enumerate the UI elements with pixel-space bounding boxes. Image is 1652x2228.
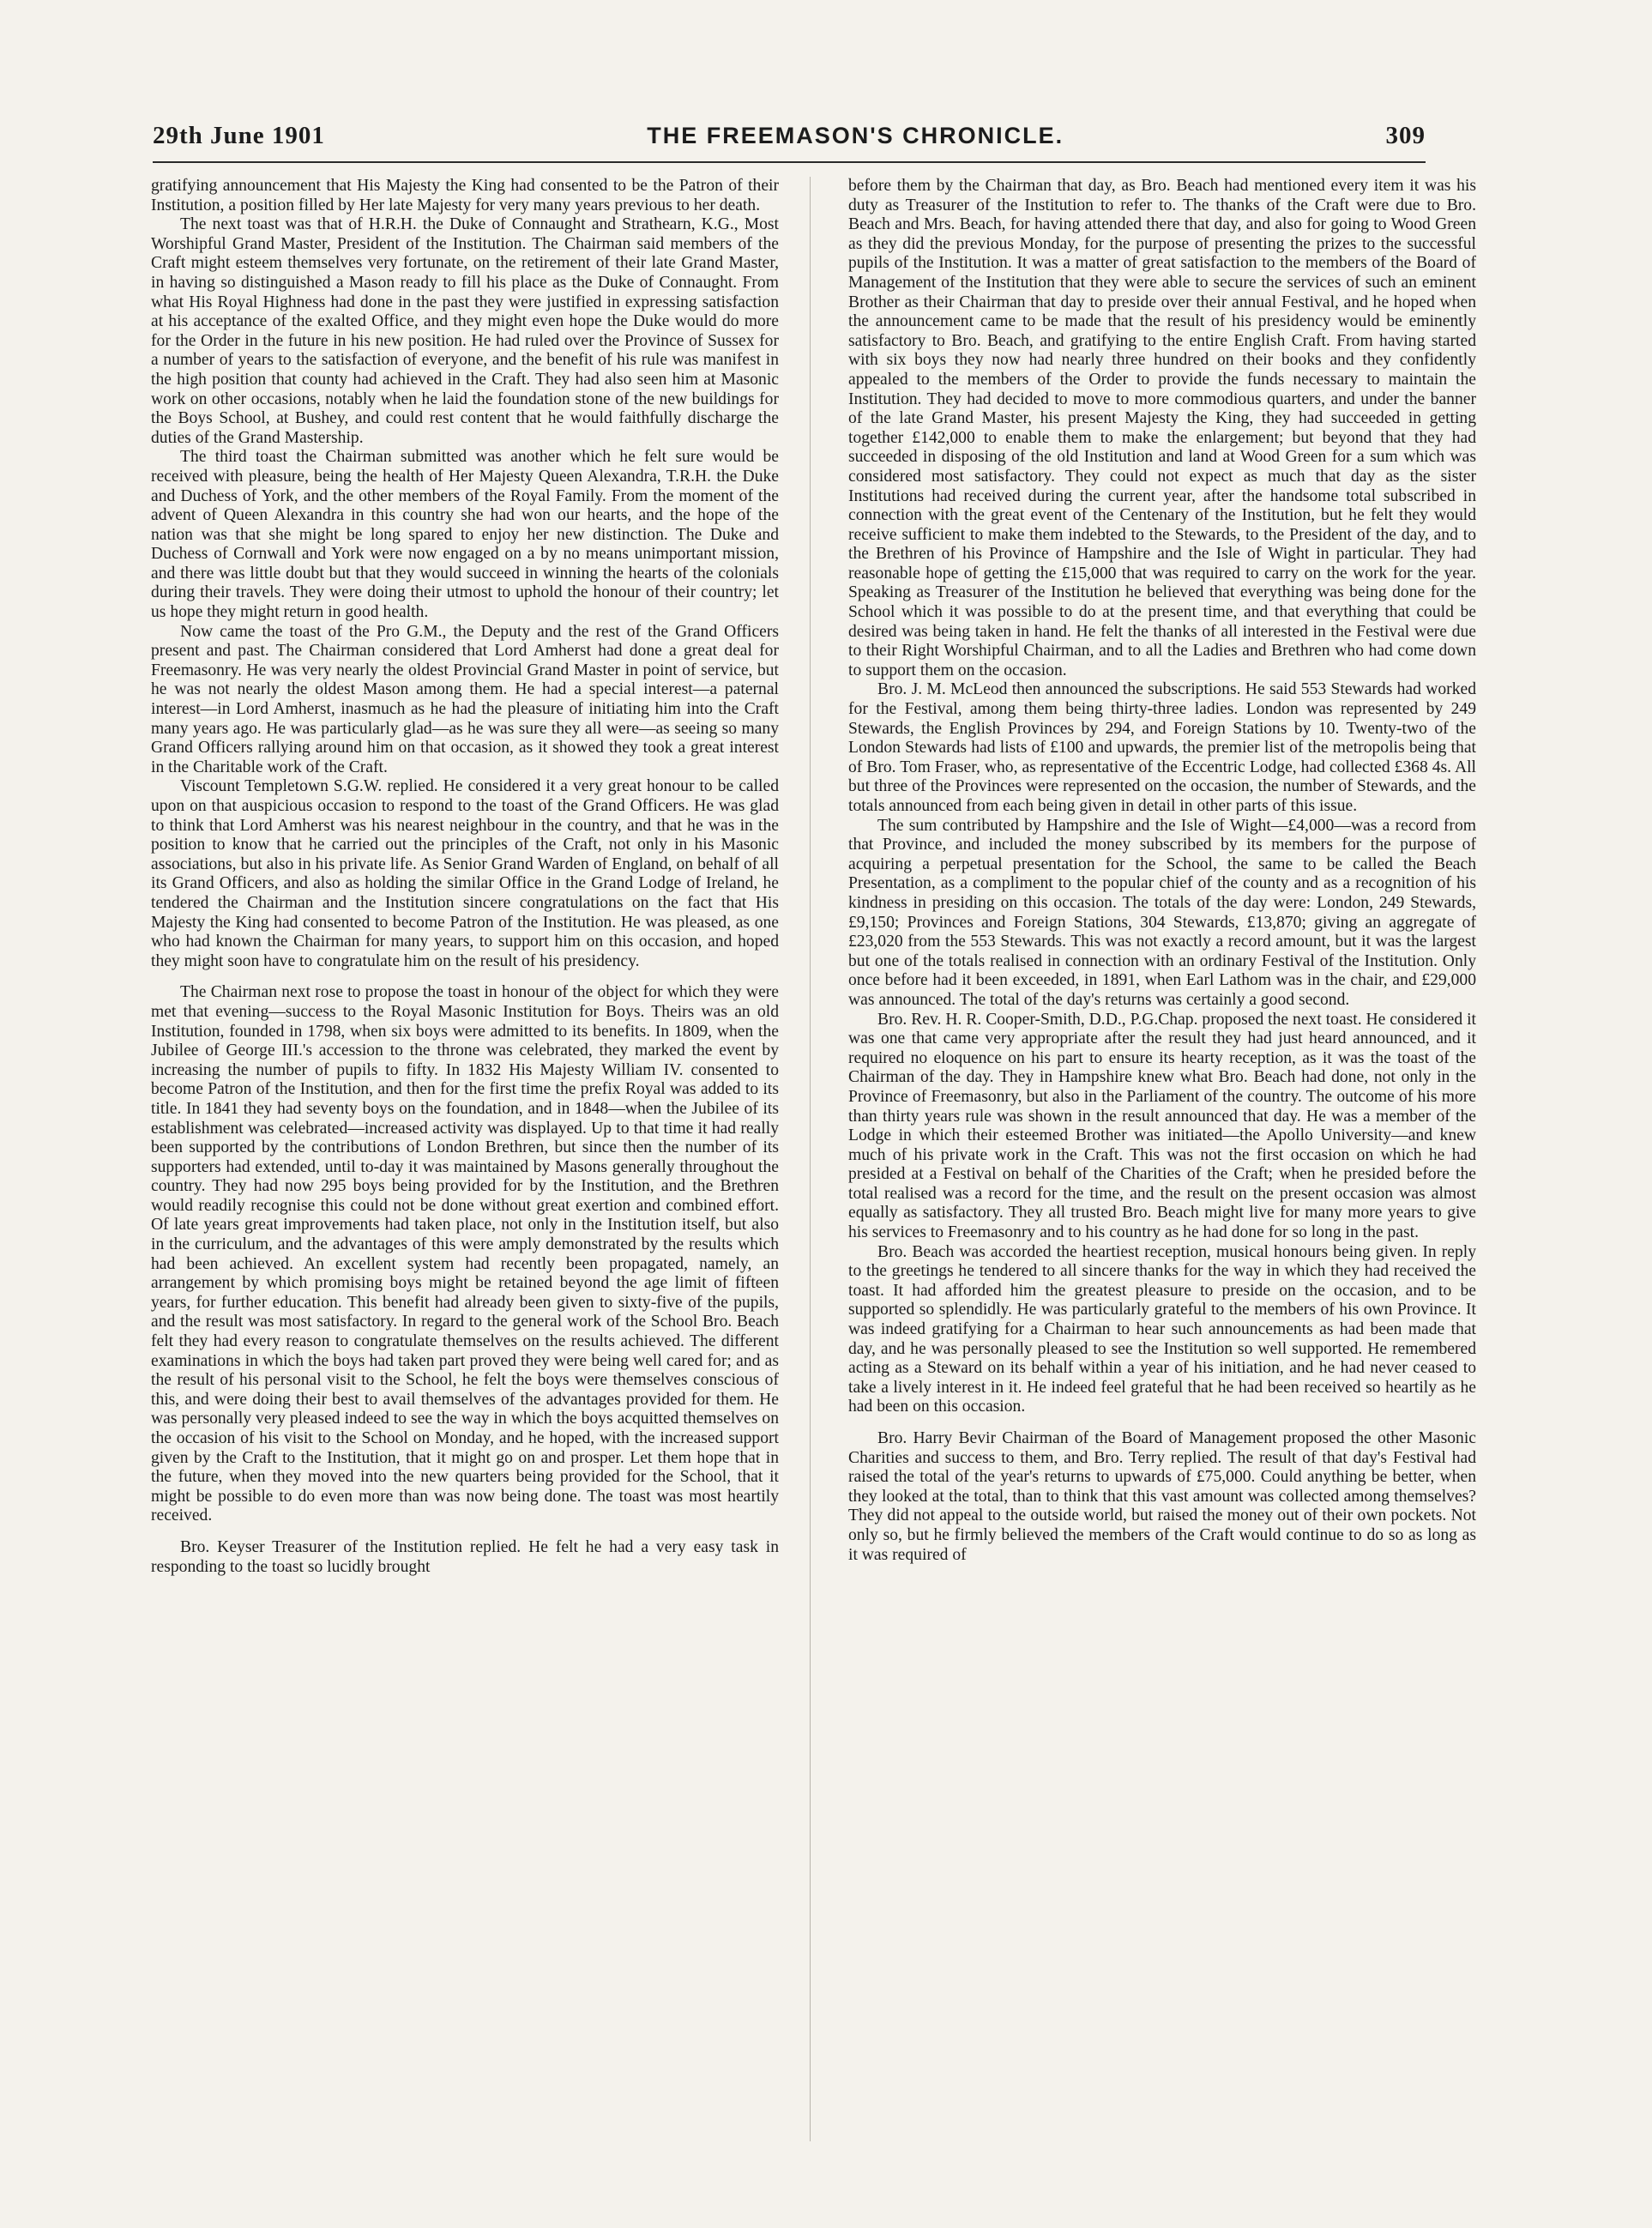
article-paragraph: Bro. Harry Bevir Chairman of the Board of Management proposed the other Masonic Charities and success to them, and Bro. Terry replied. The result of that day's Festival had raised the total of the year's returns to upwards of £75,000. Could anything be better, when they looked at the total, than to think that this vast amount was collected among themselves? They did not appeal to the outside world, but raised the money out of their own pockets. Not only so, but he firmly believed the members of the Craft would continue to do so as long as it was required of [848, 1429, 1476, 1564]
right-column [848, 177, 1476, 2141]
article-paragraph: The sum contributed by Hampshire and the Isle of Wight—£4,000—was a record from that Province, and included the money subscribed by its members for the purpose of acquiring a perpetual presentation for the School, the same to be called the Beach Presentation, as a compliment to the popular chief of the county and as a recognition of his kindness in presiding on this occasion. The totals of the day were: London, 249 Stewards, £9,150; Provinces and Foreign Stations, 304 Stewards, £13,870; giving an aggregate of £23,020 from the 553 Stewards. This was not exactly a record amount, but it was the largest but one of the totals realised in connection with an ordinary Festival of the Institution. Only once before had it been exceeded, in 1891, when Earl Lathom was in the chair, and £29,000 was announced. The total of the day's returns was certainly a good second. [848, 816, 1476, 1009]
page-number: 309 [1385, 122, 1426, 149]
article-paragraph: Now came the toast of the Pro G.M., the Deputy and the rest of the Grand Officers present and past. The Chairman considered that Lord Amherst had done a great deal for Freemasonry. He was very nearly the oldest Provincial Grand Master in point of service, but he was not nearly the oldest Mason among them. He had a special interest—a paternal interest—in Lord Amherst, inasmuch as he had the pleasure of initiating him into the Craft many years ago. He was particularly glad—as he was sure they all were—as seeing so many Grand Officers rallying around him on that occasion, as it showed they took a great interest in the Charitable work of the Craft. [151, 622, 779, 776]
article-paragraph: The Chairman next rose to propose the toast in honour of the object for which they were met that evening—success to the Royal Masonic Institution for Boys. Theirs was an old Institution, founded in 1798, when six boys were admitted to its benefits. In 1809, when the Jubilee of George III.'s accession to the throne was celebrated, they marked the event by increasing the number of pupils to fifty. In 1832 His Majesty William IV. consented to become Patron of the Institution, and then for the first time the prefix Royal was added to its title. In 1841 they had seventy boys on the foundation, and in 1848—when the Jubilee of its establishment was celebrated—increased activity was displayed. Up to that time it had really been supported by the contributions of London Brethren, but since then the number of its supporters had extended, until to-day it was maintained by Masons generally throughout the country. They had now 295 boys being provided for by the Institution, and the Brethren would readily recognise this could not be done without great exertion and combined effort. Of late years great improvements had taken place, not only in the Institution itself, but also in the curriculum, and the advantages of this were amply demonstrated by the results which had been achieved. An excellent system had recently been propagated, namely, an arrangement by which promising boys might be retained beyond the age limit of fifteen years, for further education. This benefit had already been given to sixty-five of the pupils, and the result was most satisfactory. In regard to the general work of the School Bro. Beach felt they had every reason to congratulate themselves on the results achieved. The different examinations in which the boys had taken part proved they were being well cared for; and as the result of his personal visit to the School, he felt the boys were themselves conscious of this, and were doing their best to avail themselves of the advantages provided for them. He was personally very pleased indeed to see the way in which the boys acquitted themselves on the occasion of his visit to the School on Monday, and he hoped, with the increased support given by the Craft to the Institution, that it might go on and prosper. Let them hope that in the future, when they moved into the new quarters being provided for the School, that it might be possible to do even more than was now being done. The toast was most heartily received. [151, 983, 779, 1525]
issue-date: 29th June 1901 [153, 122, 325, 149]
left-column [151, 177, 779, 2141]
article-paragraph: Bro. Beach was accorded the heartiest reception, musical honours being given. In reply to the greetings he tendered to all sincere thanks for the way in which they had received the toast. It had afforded him the greatest pleasure to preside on the occasion, and to be supported so splendidly. He was particularly grateful to the members of his own Province. It was indeed gratifying for a Chairman to hear such announcements as had been made that day, and he was personally pleased to see the Institution so well supported. He remembered acting as a Steward on its behalf within a year of his initiation, and he had never ceased to take a lively interest in it. He indeed feel grateful that he had been received so heartily as he had been on this occasion. [848, 1242, 1476, 1416]
article-paragraph: Bro. Keyser Treasurer of the Institution replied. He felt he had a very easy task in responding to the toast so lucidly brought [151, 1537, 779, 1576]
column-divider [810, 177, 811, 2141]
page-header [153, 122, 1426, 154]
article-paragraph: gratifying announcement that His Majesty the King had consented to be the Patron of their Institution, a position filled by Her late Majesty for very many years previous to her death. [151, 177, 779, 214]
article-paragraph: before them by the Chairman that day, as Bro. Beach had mentioned every item it was his duty as Treasurer of the Institution to refer to. The thanks of the Craft were due to Bro. Beach and Mrs. Beach, for having attended there that day, and also for going to Wood Green as they did the previous Monday, for the purpose of presenting the prizes to the successful pupils of the Institution. It was a matter of great satisfaction to the members of the Board of Management of the Institution that they were able to secure the services of such an eminent Brother as their Chairman that day to preside over their annual Festival, and he hoped when the announcement came to be made that the result of his presidency would be eminently satisfactory to Bro. Beach, and gratifying to the entire English Craft. From having started with six boys they now had nearly three hundred on their books and they confidently appealed to the members of the Order to provide the funds necessary to maintain the Institution. They had decided to move to more commodious quarters, and under the banner of the late Grand Master, his present Majesty the King, they had succeeded in getting together £142,000 to enable them to make the enlargement; but beyond that they had succeeded in disposing of the old Institution and land at Wood Green for a sum which was considered most satisfactory. They could not expect as much that day as the sister Institutions had received during the current year, after the handsome total subscribed in connection with the great event of the Centenary of the Institution, but he felt they would receive sufficient to make them indebted to the Stewards, to the President of the day, and to the Brethren of his Province of Hampshire and the Isle of Wight in particular. They had reasonable hope of getting the £15,000 that was required to carry on the work for the year. Speaking as Treasurer of the Institution he believed that everything was being done for the School which it was possible to do at the present time, and that everything that could be desired was being taken in hand. He felt the thanks of all interested in the Festival were due to their Right Worshipful Chairman, and to all the Ladies and Brethren who had come down to support them on the occasion. [848, 177, 1476, 679]
article-paragraph: The third toast the Chairman submitted was another which he felt sure would be received with pleasure, being the health of Her Majesty Queen Alexandra, T.R.H. the Duke and Duchess of York, and the other members of the Royal Family. From the moment of the advent of Queen Alexandra in this country she had won our hearts, and the hope of the nation was that she might be long spared to enjoy her new distinction. The Duke and Duchess of Cornwall and York were now engaged on a by no means unimportant mission, and there was little doubt but that they would succeed in winning the hearts of the colonials during their travels. They were doing their utmost to uphold the honour of their country; let us hope they might return in good health. [151, 448, 779, 622]
article-paragraph: Bro. Rev. H. R. Cooper-Smith, D.D., P.G.Chap. proposed the next toast. He considered it was one that came very appropriate after the result they had just heard announced, and it required no eloquence on his part to ensure its hearty reception, as it was the toast of the Chairman of the day. They in Hampshire knew what Bro. Beach had done, not only in the Province of Freemasonry, but also in the Parliament of the country. The outcome of his more than thirty years rule was shown in the result announced that day. He was a member of the Lodge in which their esteemed Brother was initiated—the Apollo University—and knew much of his private work in the Craft. This was not the first occasion on which he had presided at a Festival on behalf of the Charities of the Craft; when he presided before the total realised was a record for the time, and the result on the present occasion was almost equally as satisfactory. They all trusted Bro. Beach might live for many more years to give his services to Freemasonry and to his country as he had done for so long in the past. [848, 1010, 1476, 1242]
publication-title: THE FREEMASON'S CHRONICLE. [647, 123, 1064, 148]
header-rule [153, 161, 1426, 163]
article-paragraph: Viscount Templetown S.G.W. replied. He considered it a very great honour to be called upon on that auspicious occasion to respond to the toast of the Grand Officers. He was glad to think that Lord Amherst was his nearest neighbour in the country, and that he was in the position to know that he carried out the principles of the Craft, not only in his Masonic associations, but also in his private life. As Senior Grand Warden of England, on behalf of all its Grand Officers, and also as holding the similar Office in the Grand Lodge of Ireland, he tendered the Chairman and the Institution sincere congratulations on the fact that His Majesty the King had consented to become Patron of the Institution. He was pleased, as one who had known the Chairman for many years, to support him on this occasion, and hoped they might soon have to congratulate him on the result of his presidency. [151, 777, 779, 970]
article-paragraph: Bro. J. M. McLeod then announced the subscriptions. He said 553 Stewards had worked for the Festival, among them being thirty-three ladies. London was represented by 249 Stewards, the English Provinces by 294, and Foreign Stations by 10. Twenty-two of the London Stewards had lists of £100 and upwards, the premier list of the metropolis being that of Bro. Tom Fraser, who, as representative of the Eccentric Lodge, had collected £368 4s. All but three of the Provinces were represented on the occasion, the number of Stewards, and the totals announced from each being given in detail in other parts of this issue. [848, 680, 1476, 815]
article-paragraph: The next toast was that of H.R.H. the Duke of Connaught and Strathearn, K.G., Most Worshipful Grand Master, President of the Institution. The Chairman said members of the Craft might esteem themselves very fortunate, on the retirement of their late Grand Master, in having so distinguished a Mason ready to fill his place as the Duke of Connaught. From what His Royal Highness had done in the past they were justified in expressing satisfaction at his acceptance of the exalted Office, and they might even hope the Duke would do more for the Order in the future in his new position. He had ruled over the Province of Sussex for a number of years to the satisfaction of everyone, and the benefit of his rule was manifest in the high position that county had achieved in the Craft. They had also seen him at Masonic work on other occasions, notably when he laid the foundation stone of the new buildings for the Boys School, at Bushey, and could rest content that he would faithfully discharge the duties of the Grand Mastership. [151, 215, 779, 447]
